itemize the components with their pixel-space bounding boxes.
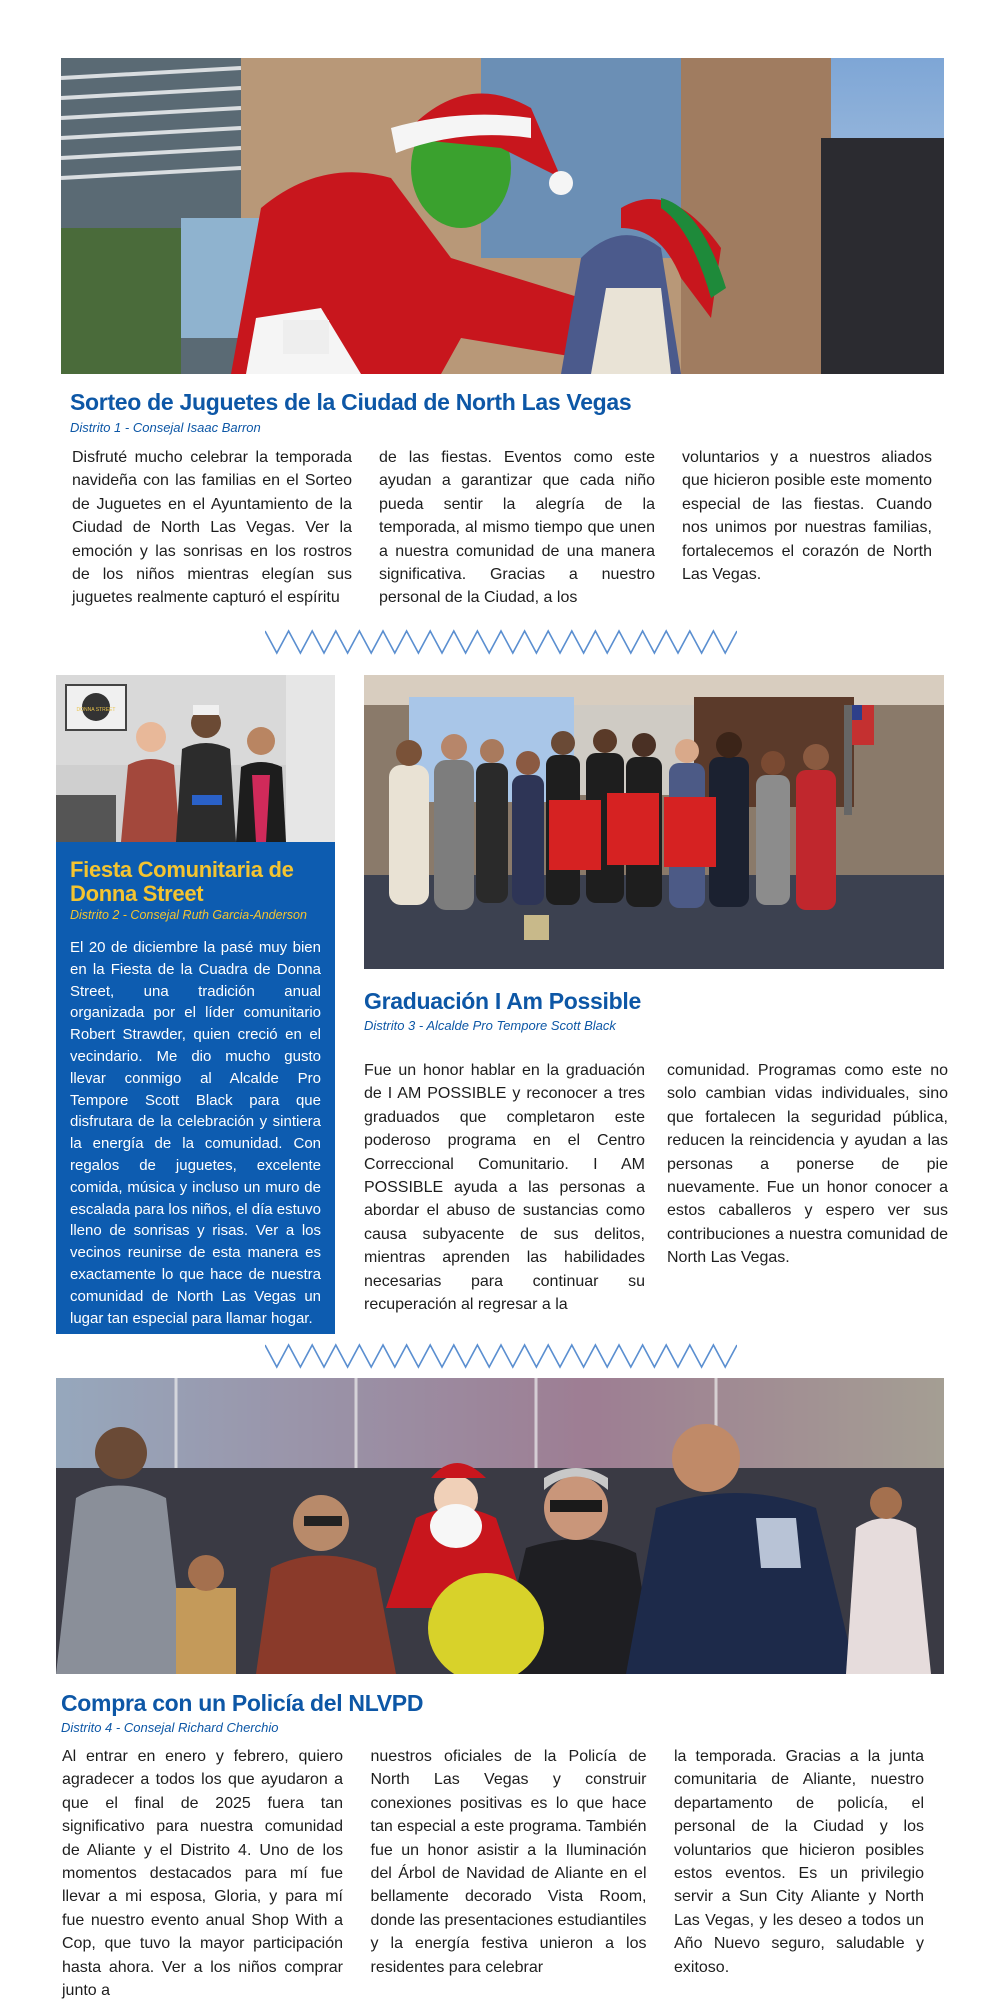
graduation-photo-art (364, 675, 944, 969)
toy-giveaway-col-2: de las fiestas. Eventos como este ayudan a garantizar que cada niño pueda sentir la alegría de la temporada, al mismo tiempo que unen a nuestra comunidad de una manera significativa. Gracias a nuestro personal de la Ciudad, a los (379, 449, 655, 607)
zigzag-path (265, 1345, 737, 1367)
shop-with-a-cop-col-2: nuestros oficiales de la Policía de North Las Vegas y construir conexiones positivas es lo que hace tan especial a este programa. También fue un honor asistir a la Iluminación del Árbol de Navidad de Aliante en el bellamente decorado Vista Room, donde las presentaciones estudiantiles y la energía festiva unieron a los residentes para celebrar (370, 1748, 647, 1976)
toy-giveaway-photo-art (61, 58, 944, 374)
donna-street-info-box (56, 842, 335, 1334)
donna-street-photo-art (56, 675, 335, 842)
shop-with-a-cop-title: Compra con un Policía del NLVPD (61, 1690, 424, 1716)
donna-street-photo (56, 675, 335, 842)
donna-street-title (70, 858, 321, 906)
shop-with-a-cop-col-3: la temporada. Gracias a la junta comunitaria de Aliante, nuestro departamento de policía, el personal de la Ciudad y los voluntarios que hicieron posibles estos eventos. Es un privilegio servir a Sun City Aliante y North Las Vegas, y les deseo a todos un Año Nuevo seguro, saludable y exitoso. (674, 1748, 924, 1976)
graduation-body (364, 1059, 948, 1316)
toy-giveaway-subtitle: Distrito 1 - Consejal Isaac Barron (70, 420, 261, 435)
donna-street-title-line2: Donna Street (70, 881, 204, 906)
toy-giveaway-col-3: voluntarios y a nuestros aliados que hicieron posible este momento especial de las fiestas. Cuando nos unimos por nuestras familias, fortalecemos el corazón de North Las Vegas. (682, 449, 932, 584)
graduation-subtitle: Distrito 3 - Alcalde Pro Tempore Scott Black (364, 1018, 616, 1033)
toy-giveaway-body (72, 446, 932, 610)
graduation-col-2: comunidad. Programas como este no solo cambian vidas individuales, sino que fortalecen la seguridad pública, reducen la reincidencia y ayudan a las personas a ponerse de pie nuevamente. Fue un honor conocer a estos caballeros y espero ver sus contribuciones a nuestra comunidad de North Las Vegas. (667, 1062, 948, 1267)
graduation-photo (364, 675, 944, 969)
graduation-col-1: Fue un honor hablar en la graduación de I AM POSSIBLE y reconocer a tres graduados que completaron este poderoso programa en el Centro Correccional Comunitario. I AM POSSIBLE ayuda a las personas a abordar el abuso de sustancias como causa subyacente de sus delitos, mientras aprenden las habilidades necesarias para continuar su recuperación al regresar a la (364, 1062, 645, 1314)
donna-street-body: El 20 de diciembre la pasé muy bien en la Fiesta de la Cuadra de Donna Street, una tradición anual organizada por el líder comunitario Robert Strawder, quien creció en el vecindario. Me dio mucho gusto llevar conmigo al Alcalde Pro Tempore Scott Black para que disfrutara de la celebración y sintiera la energía de la comunidad. Con regalos de juguetes, excelente comida, música y incluso un muro de escalada para los niños, el día estuvo lleno de sonrisas y risas. Ver a los vecinos reunirse de esta manera es exactamente lo que hace de nuestra comunidad de North Las Vegas un lugar tan especial para llamar hogar. (70, 939, 321, 1327)
toy-giveaway-title: Sorteo de Juguetes de la Ciudad de North Las Vegas (70, 389, 632, 415)
shop-with-a-cop-body (62, 1745, 924, 2002)
shop-with-a-cop-subtitle: Distrito 4 - Consejal Richard Cherchio (61, 1720, 279, 1735)
zigzag-divider-1-line (265, 628, 737, 656)
zigzag-divider-1 (265, 628, 737, 656)
toy-giveaway-col-1: Disfruté mucho celebrar la temporada navideña con las familias en el Sorteo de Juguetes en el Ayuntamiento de la Ciudad de North Las Vegas. Ver la emoción y las sonrisas en los rostros de los niños mientras elegían sus juguetes realmente capturó el espíritu (72, 449, 352, 607)
zigzag-divider-2 (265, 1342, 737, 1370)
donna-street-sign-text: DONNA STREET (76, 707, 116, 713)
donna-street-subtitle: Distrito 2 - Consejal Ruth Garcia-Anderson (70, 908, 307, 922)
graduation-title: Graduación I Am Possible (364, 988, 641, 1014)
donna-street-title-line1: Fiesta Comunitaria de (70, 857, 294, 882)
shop-with-a-cop-col-1: Al entrar en enero y febrero, quiero agradecer a todos los que ayudaron a que el final de 2025 fuera tan significativo para nuestra comunidad de Aliante y el Distrito 4. Uno de los momentos destacados para mí fue llevar a mi esposa, Gloria, y para mí fue nuestro evento anual Shop With a Cop, que tuvo la mayor participación hasta ahora. Ver a los niños comprar junto a (62, 1748, 343, 2000)
toy-giveaway-photo (61, 58, 944, 374)
zigzag-divider-2-line (265, 1342, 737, 1370)
shop-with-a-cop-photo (56, 1378, 944, 1674)
zigzag-path (265, 631, 737, 653)
shop-with-a-cop-photo-art (56, 1378, 944, 1674)
